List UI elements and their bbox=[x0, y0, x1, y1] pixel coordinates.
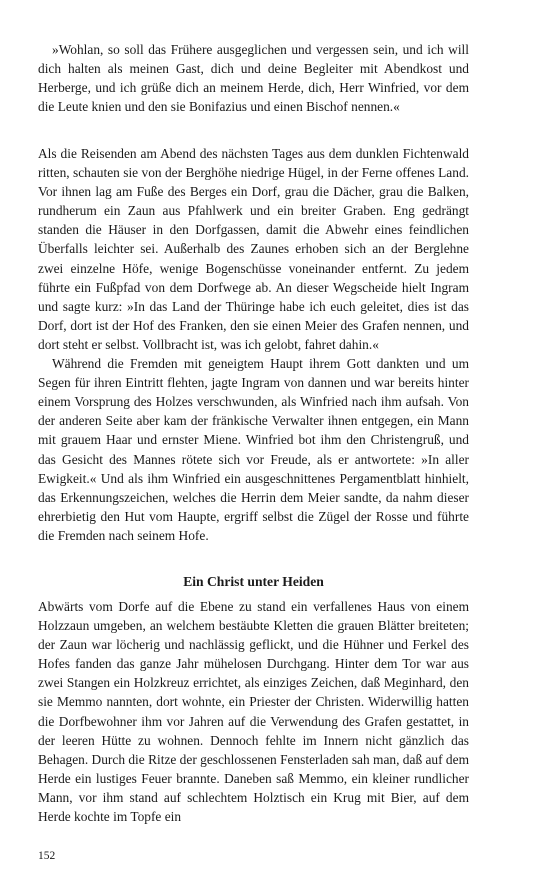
text-block-top bbox=[38, 40, 469, 116]
paragraph: Als die Reisenden am Abend des nächsten Tages aus dem dunklen Fichtenwald ritten, schauten sie von der Berghöhe niedrige Hügel, in der Ferne offenes Land. Vor ihnen lag am Fuße des Berges ein Dorf, grau die Dächer, grau die Balken, rundherum ein Zaun aus Pfahlwerk und ein breiter Graben. Eng gedrängt standen die Häuser in den Dorfgassen, damit die Abwehr eines feindlichen Überfalls leichter sei. Außerhalb des Zaunes erhoben sich an der Berglehne zwei einzelne Höfe, wenige Bogenschüsse voneinander entfernt. Zu jedem führte ein Fußpfad von dem Dorfwege ab. An dieser Wegscheide hielt Ingram und sagte kurz: »In das Land der Thüringe habe ich euch geleitet, dies ist das Dorf, dort ist der Hof des Franken, den sie einen Meier des Grafen nennen, und dort steht er selbst. Vollbracht ist, was ich gelobt, fahret dahin.« bbox=[38, 146, 469, 352]
paragraph: Abwärts vom Dorfe auf die Ebene zu stand ein verfallenes Haus von einem Holzzaun umgeben, an welchem bestäubte Kletten die grauen Blätter breiteten; der Zaun war löcherig und nachlässig geflickt, und die Hühner und Ferkel des Hofes fanden das ganze Jahr mühelosen Durchgang. Hinter dem Tor war aus zwei Stangen ein Holzkreuz errichtet, als einziges Zeichen, daß Meginhard, den sie Memmo nannten, dort wohnte, ein Priester der Christen. Widerwillig hatten die Dorfbewohner ihm vor Jahren auf die Verwendung des Grafen gestattet, in der leeren Hütte zu wohnen. Dennoch fehlte im Innern nicht gänzlich das Behagen. Durch die Ritze der geschlossenen Fensterladen sah man, daß auf dem Herde ein lustiges Feuer brannte. Daneben saß Memmo, ein kleiner rundlicher Mann, vor ihm stand auf schlechtem Holztisch ein Krug mit Bier, auf dem Herde kochte im Topfe ein bbox=[38, 599, 469, 825]
paragraph: »Wohlan, so soll das Frühere ausgeglichen und vergessen sein, und ich will dich halten als meinen Gast, dich und deine Begleiter mit Abendkost und Herberge, und ich grüße dich an meinem Herde, dich, Herr Winfried, vor dem die Leute knien und den sie Bonifazius und einen Bischof nennen.« bbox=[38, 42, 469, 115]
page-number: 152 bbox=[38, 850, 56, 862]
section-heading: Ein Christ unter Heiden bbox=[183, 574, 324, 589]
text-block-middle bbox=[38, 144, 469, 545]
paragraph: Während die Fremden mit geneigtem Haupt ihrem Gott dankten und um Segen für ihren Eintritt flehten, jagte Ingram von dannen und war bereits hinter einem Vorsprung des Holzes verschwunden, als Winfried nach ihm aufsah. Von der anderen Seite aber kam der fränkische Verwalter ihnen entgegen, ein Mann mit grauem Haar und ernster Miene. Winfried bot ihm den Christengruß, und das Gesicht des Mannes rötete sich vor Freude, als er antwortete: »In aller Ewigkeit.« Und als ihm Winfried ein ausgeschnittenes Pergamentblatt hinhielt, das Erkennungszeichen, welches die Herrin dem Meier sandte, da nahm dieser ehrerbietig den Hut vom Haupte, ergriff selbst die Zügel der Rosse und führte die Fremden nach seinem Hofe. bbox=[38, 356, 469, 543]
text-block-bottom bbox=[38, 597, 469, 826]
